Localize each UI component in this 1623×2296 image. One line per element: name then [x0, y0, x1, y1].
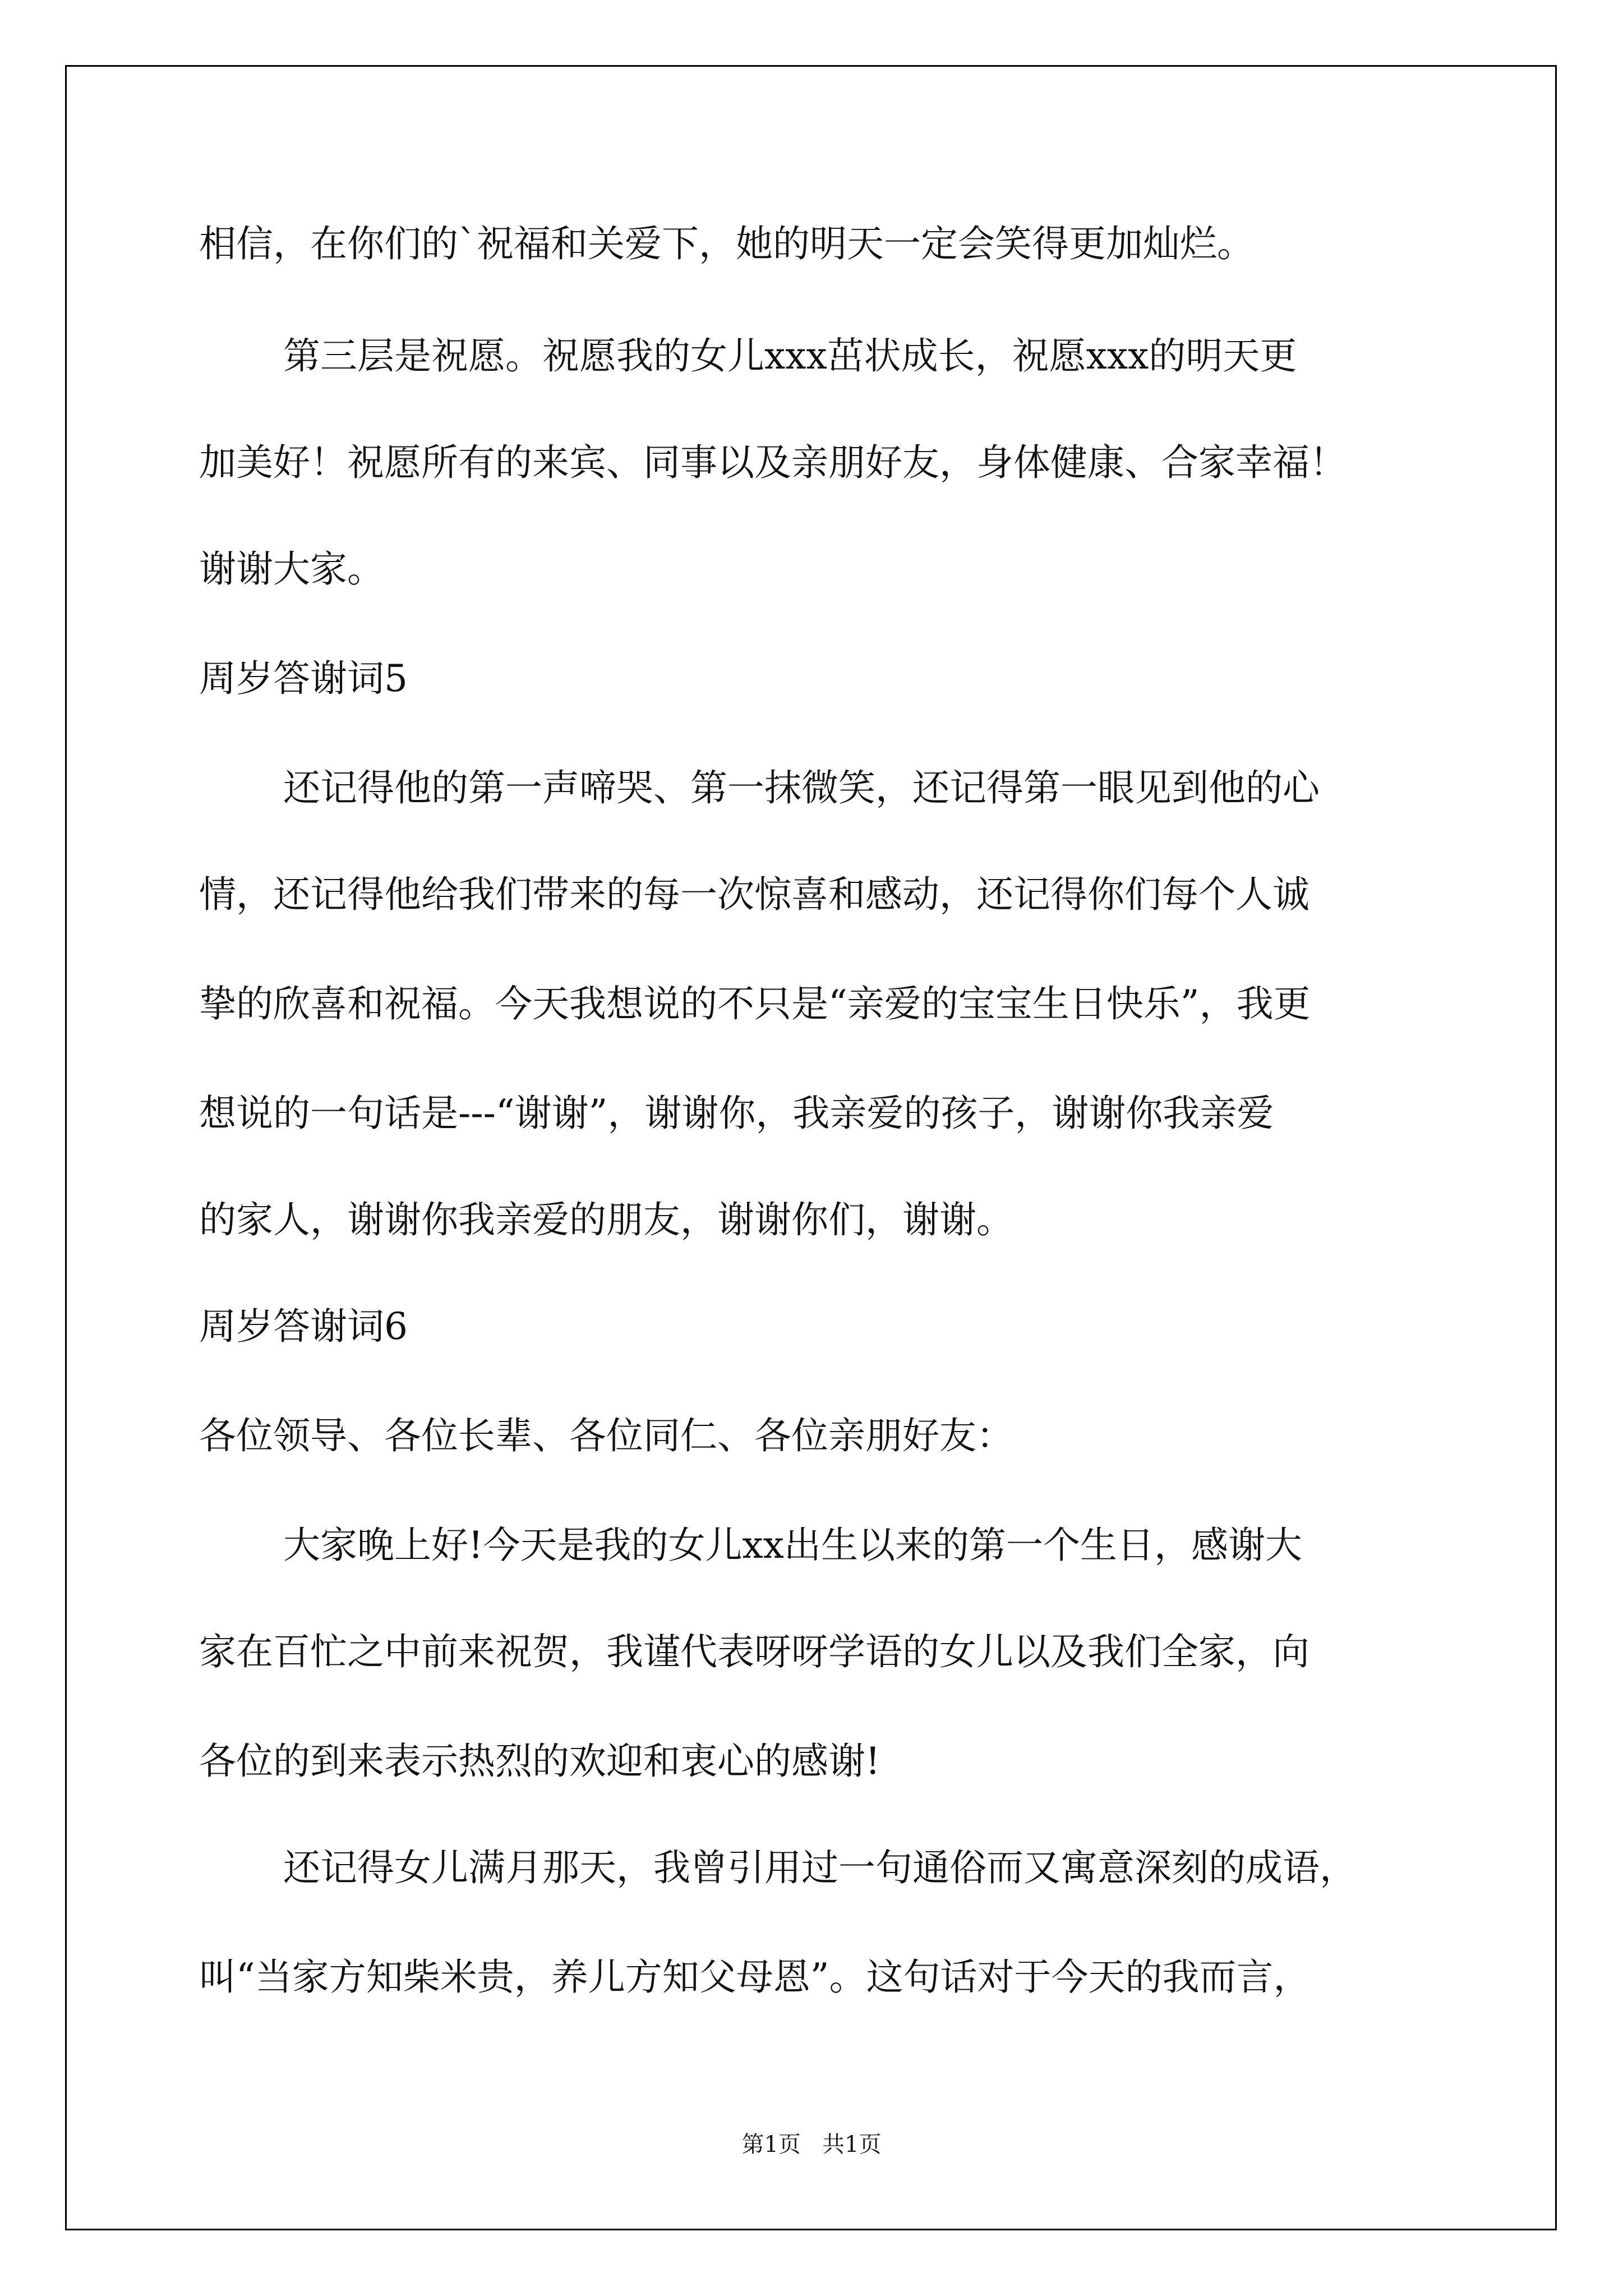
text-line: 还记得他的第一声啼哭、第一抹微笑，还记得第一眼见到他的心	[283, 766, 1320, 809]
text-line: 第三层是祝愿。祝愿我的女儿xxx茁状成长，祝愿xxx的明天更	[283, 334, 1297, 378]
section-heading: 周岁答谢词5	[199, 657, 408, 700]
text-line: 的家人，谢谢你我亲爱的朋友，谢谢你们，谢谢。	[199, 1198, 1013, 1241]
text-line: 还记得女儿满月那天，我曾引用过一句通俗而又寓意深刻的成语，	[283, 1846, 1357, 1889]
page-number-footer: 第1页 共1页	[741, 2132, 882, 2157]
text-line: 谢谢大家。	[199, 547, 384, 591]
text-line: 想说的一句话是---“谢谢”，谢谢你，我亲爱的孩子，谢谢你我亲爱	[199, 1092, 1274, 1135]
text-line: 各位的到来表示热烈的欢迎和衷心的感谢!	[199, 1740, 880, 1783]
page-border	[65, 65, 1557, 2230]
text-line: 叫“当家方知柴米贵，养儿方知父母恩”。这句话对于今天的我而言，	[199, 1955, 1311, 1999]
text-line: 相信，在你们的`祝福和关爱下，她的明天一定会笑得更加灿烂。	[199, 222, 1254, 265]
text-line: 各位领导、各位长辈、各位同仁、各位亲朋好友：	[199, 1414, 1013, 1457]
text-line: 大家晚上好!今天是我的女儿xx出生以来的第一个生日，感谢大	[283, 1524, 1302, 1567]
text-line: 家在百忙之中前来祝贺，我谨代表呀呀学语的女儿以及我们全家，向	[199, 1630, 1310, 1673]
text-line: 挚的欣喜和祝福。今天我想说的不只是“亲爱的宝宝生日快乐”，我更	[199, 982, 1311, 1025]
text-line: 情，还记得他给我们带来的每一次惊喜和感动，还记得你们每个人诚	[199, 873, 1310, 916]
text-line: 加美好！祝愿所有的来宾、同事以及亲朋好友，身体健康、合家幸福！	[199, 441, 1347, 484]
section-heading: 周岁答谢词6	[199, 1305, 408, 1348]
